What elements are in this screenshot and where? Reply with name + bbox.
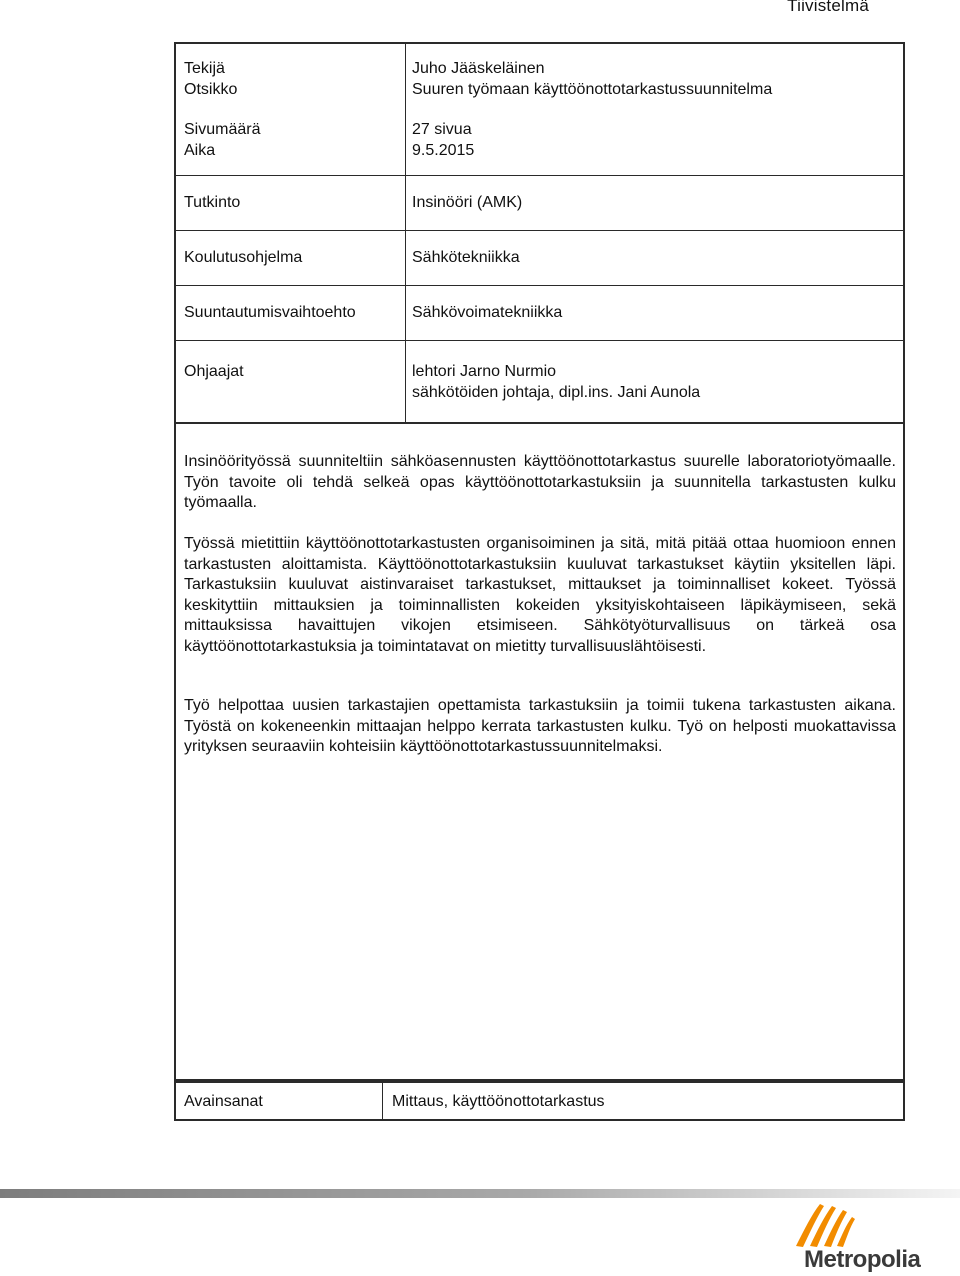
table-row-divider (176, 285, 903, 286)
pages-value: 27 sivua (412, 121, 472, 138)
abstract-box (174, 423, 905, 1081)
metropolia-logo-mark-icon (790, 1200, 870, 1250)
author-value: Juho Jääskeläinen (412, 60, 545, 77)
page-title: Tiivistelmä (787, 0, 869, 15)
title-value: Suuren työmaan käyttöönottotarkastussuunnitelma (412, 80, 773, 98)
keywords-label: Avainsanat (184, 1093, 263, 1110)
date-label: Aika (184, 141, 216, 159)
supervisor-2: sähkötöiden johtaja, dipl.ins. Jani Aunola (412, 383, 701, 401)
specialisation-value: Sähkövoimatekniikka (412, 304, 563, 321)
degree-value: Insinööri (AMK) (412, 194, 523, 211)
abstract-paragraph-3: Työ helpottaa uusien tarkastajien opettamista tarkastuksiin ja toimii tukena tarkastusten aikana. Työstä on kokeneenkin mittaajan helppo kerrata tarkastusten kulku. Työ on helposti muokattavissa yrityksen seuraaviin kohteisiin käyttöönottotarkastussuunnitelmaksi. (184, 697, 896, 755)
abstract-paragraph-2: Työssä mietittiin käyttöönottotarkastusten organisoiminen ja sitä, mitä pitää ottaa huomioon ennen tarkastusten aloittamista. Käyttöönottotarkastuksiin kuuluvat tarkastukset käytiin yksitellen läpi. Tarkastuksiin kuuluvat aistinvaraiset tarkastukset, mittaukset ja toiminnalliset kokeet. Työssä keskityttiin mittauksien ja toiminnallisten kokeiden yksityiskohtaiseen läpikäymiseen, sekä mittauksissa havaittujen vikojen etsimiseen. Sähkötyöturvallisuus on tärkeä osa käyttöönottotarkastuksia ja toimintatavat on mietitty turvallisuuslähtöisesti. (184, 535, 896, 655)
programme-value: Sähkötekniikka (412, 249, 520, 266)
keywords-divider (382, 1083, 383, 1119)
degree-label: Tutkinto (184, 194, 241, 211)
metropolia-logo-text: Metropolia (804, 1246, 921, 1273)
abstract-paragraph-1: Insinöörityössä suunniteltiin sähköasennusten käyttöönottotarkastus suurelle laboratoriotyömaalle. Työn tavoite oli tehdä selkeä opas käyttöönottotarkastuksiin ja suunnitella tarkastusten kulku työmaalla. (184, 453, 896, 511)
programme-label: Koulutusohjelma (184, 249, 303, 266)
table-row-divider (176, 230, 903, 231)
specialisation-label: Suuntautumisvaihtoehto (184, 304, 356, 321)
supervisor-1: lehtori Jarno Nurmio (412, 363, 557, 380)
keywords-row (174, 1081, 905, 1121)
table-row-divider (176, 340, 903, 341)
footer-bar (0, 1189, 960, 1198)
date-value: 9.5.2015 (412, 141, 475, 159)
table-column-divider (405, 44, 406, 422)
table-row-divider (176, 175, 903, 176)
title-label: Otsikko (184, 80, 238, 98)
pages-label: Sivumäärä (184, 121, 261, 138)
keywords-value: Mittaus, käyttöönottotarkastus (392, 1093, 605, 1110)
metropolia-logo (790, 1200, 930, 1276)
author-label: Tekijä (184, 60, 225, 77)
info-table (174, 42, 905, 424)
supervisors-label: Ohjaajat (184, 363, 244, 380)
